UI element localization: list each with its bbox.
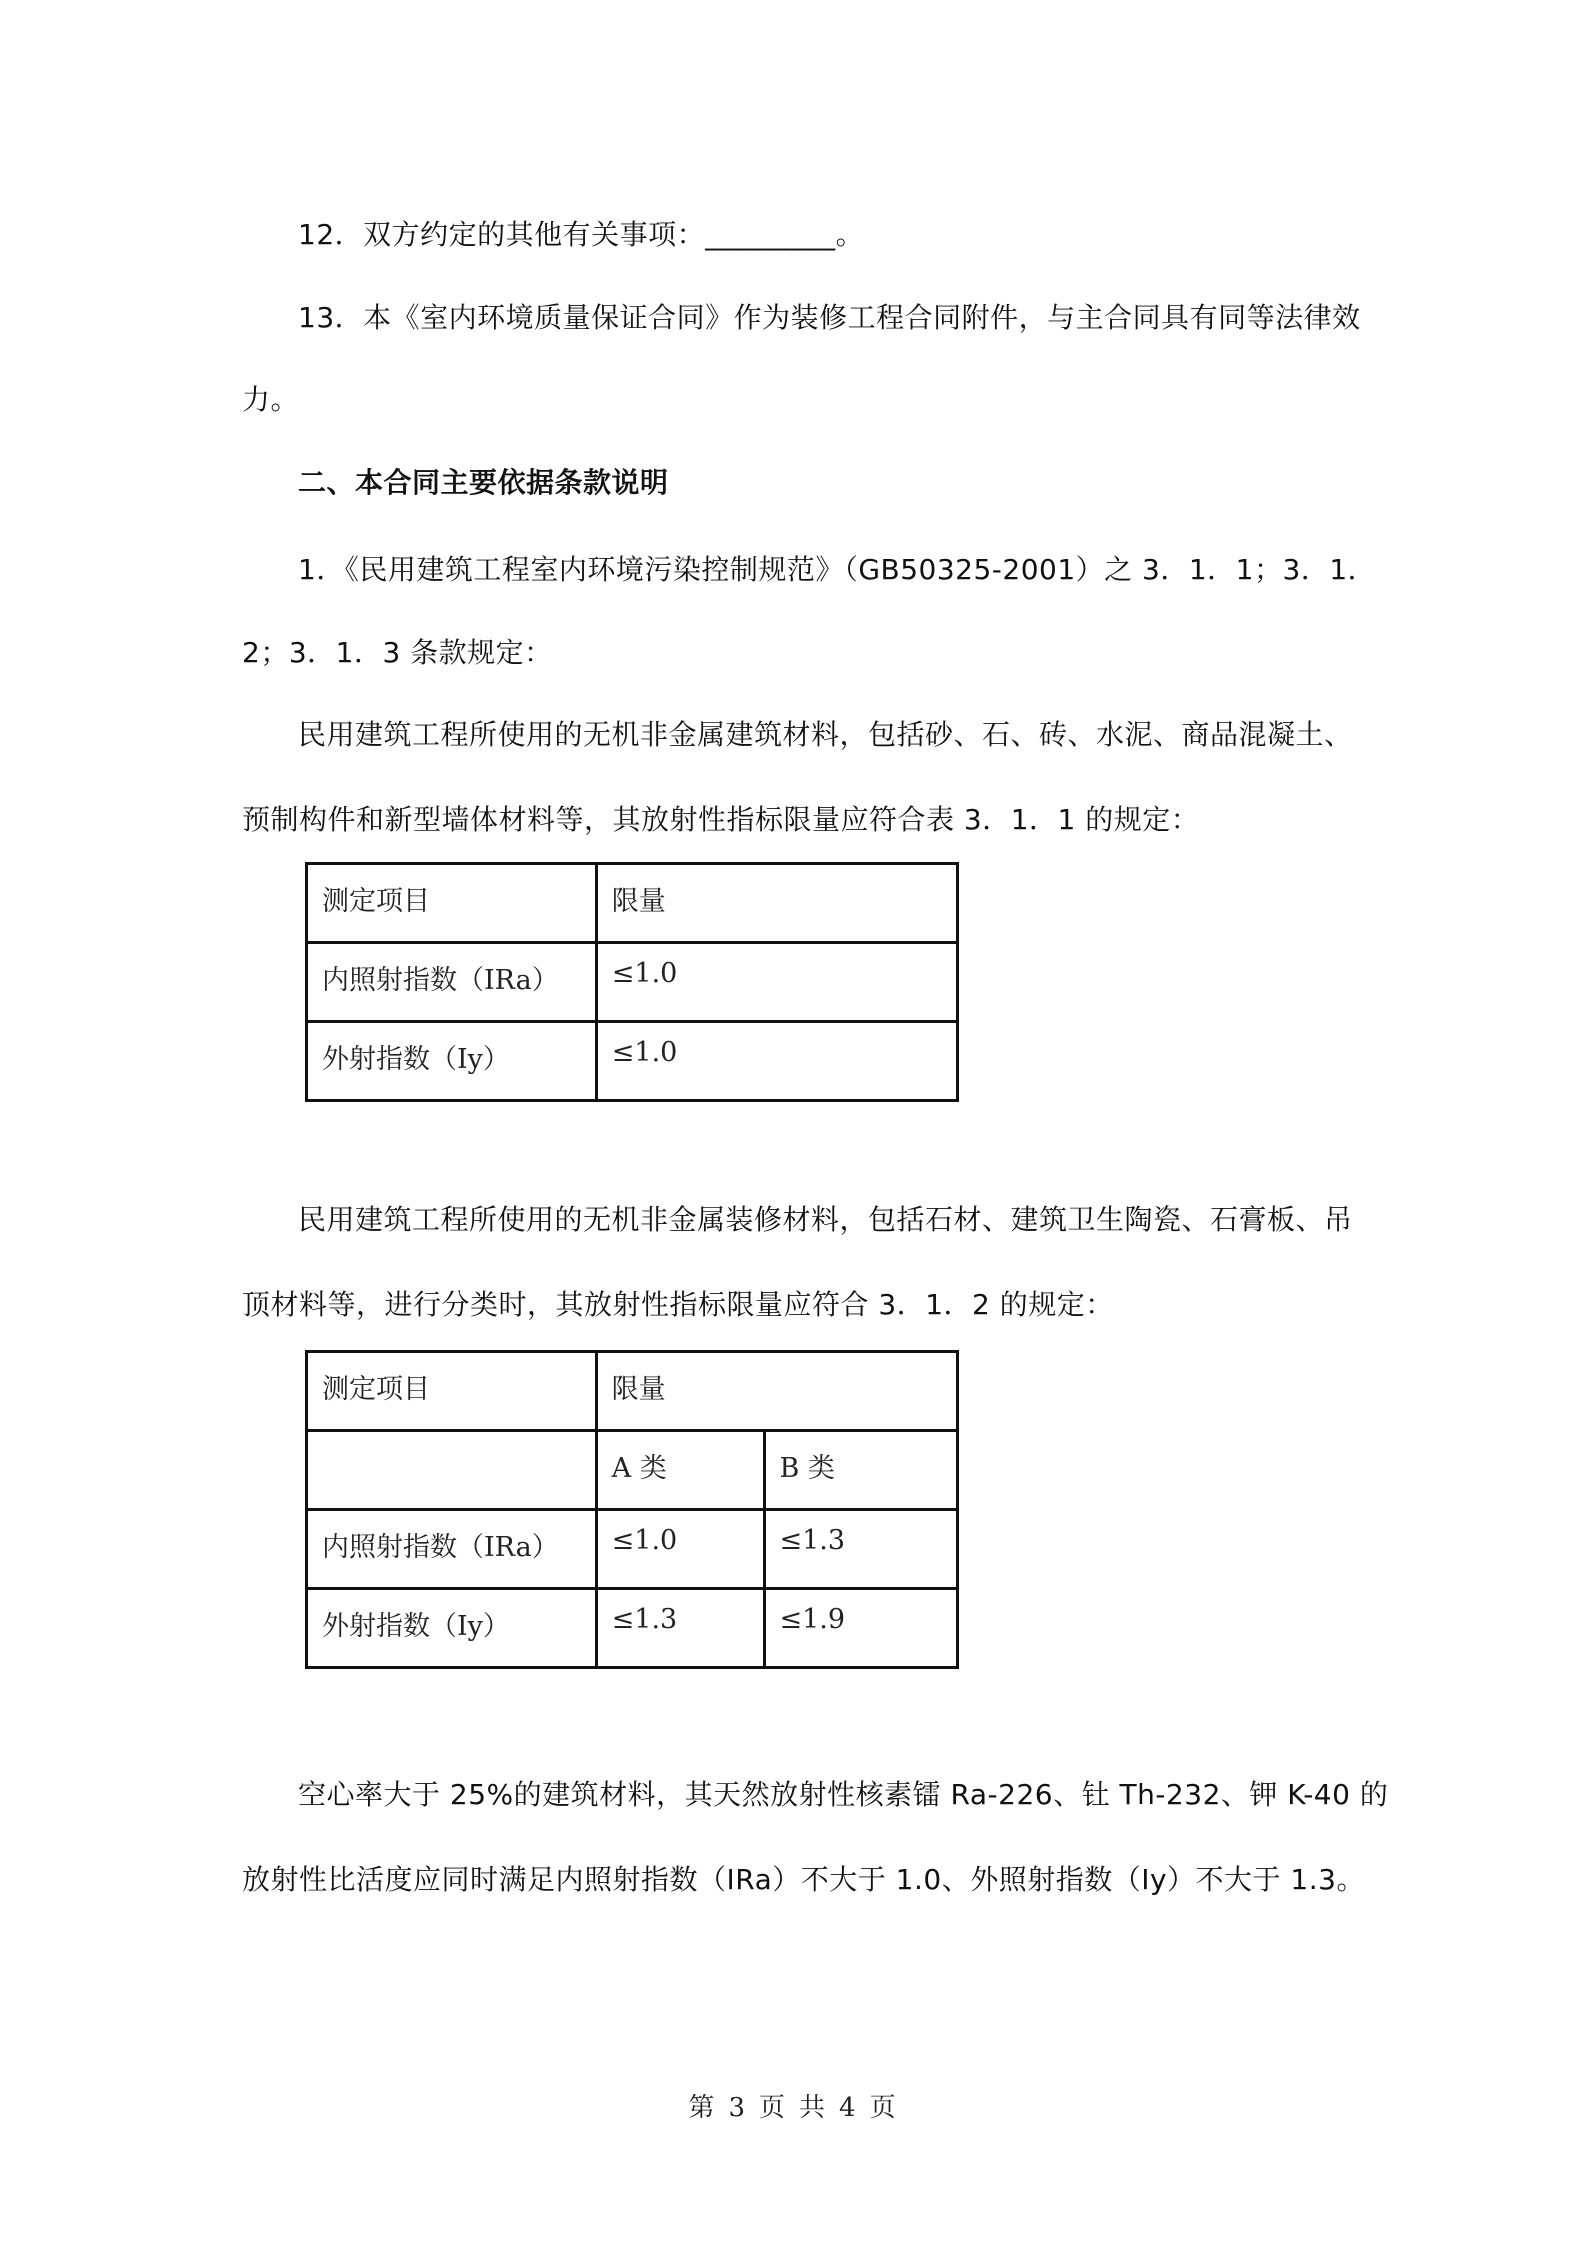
table-3-1-2 <box>305 1350 959 1669</box>
table-row <box>307 943 958 1022</box>
footer-total-pages: 4 <box>839 2093 858 2123</box>
footer-prefix: 第 <box>688 2093 717 2123</box>
paragraph-item-13-line1: 13．本《室内环境质量保证合同》作为装修工程合同附件，与主合同具有同等法律效 <box>298 301 1361 334</box>
table-cell-class-a: ≤1.0 <box>596 1510 764 1589</box>
table-cell-class-a: ≤1.3 <box>596 1589 764 1668</box>
table-cell-class-b: ≤1.3 <box>764 1510 958 1589</box>
footer-suffix: 页 <box>869 2093 898 2123</box>
footer-page-word: 页 <box>758 2093 787 2123</box>
clause-1-line2: 2；3．1．3 条款规定： <box>242 636 553 669</box>
decor-materials-line2: 顶材料等，进行分类时，其放射性指标限量应符合 3．1．2 的规定： <box>242 1288 1114 1321</box>
table-row <box>307 1589 958 1668</box>
header-cell-item: 测定项目 <box>307 864 597 943</box>
inorganic-materials-line2: 预制构件和新型墙体材料等，其放射性指标限量应符合表 3．1．1 的规定： <box>242 803 1200 836</box>
table-header-row <box>307 1352 958 1431</box>
table-cell-limit: ≤1.0 <box>596 943 957 1022</box>
footer-total-word: 共 <box>799 2093 828 2123</box>
table-cell-item: 外射指数（Iy） <box>307 1589 597 1668</box>
header-cell-limit: 限量 <box>596 864 957 943</box>
paragraph-item-13-line2: 力。 <box>242 383 300 416</box>
table-row <box>307 1510 958 1589</box>
table-cell-item: 内照射指数（IRa） <box>307 1510 597 1589</box>
clause-1-line1: 1．《民用建筑工程室内环境污染控制规范》（GB50325-2001）之 3．1．1；3．1． <box>298 553 1377 586</box>
table-cell-item: 内照射指数（IRa） <box>307 943 597 1022</box>
footer-current-page: 3 <box>728 2093 747 2123</box>
decor-materials-line1: 民用建筑工程所使用的无机非金属装修材料，包括石材、建筑卫生陶瓷、石膏板、吊 <box>298 1203 1353 1236</box>
header-cell-item: 测定项目 <box>307 1352 597 1431</box>
subheader-cell-class-b: B 类 <box>764 1431 958 1510</box>
table-subheader-row <box>307 1431 958 1510</box>
inorganic-materials-line1: 民用建筑工程所使用的无机非金属建筑材料，包括砂、石、砖、水泥、商品混凝土、 <box>298 718 1353 751</box>
table-header-row <box>307 864 958 943</box>
hollow-materials-line2: 放射性比活度应同时满足内照射指数（IRa）不大于 1.0、外照射指数（Iy）不大于 1.3。 <box>242 1863 1365 1896</box>
subheader-cell-class-a: A 类 <box>596 1431 764 1510</box>
table-cell-item: 外射指数（Iy） <box>307 1022 597 1101</box>
header-cell-limit: 限量 <box>596 1352 957 1431</box>
subheader-cell-empty <box>307 1431 597 1510</box>
page-footer <box>0 2087 1586 2124</box>
hollow-materials-line1: 空心率大于 25%的建筑材料，其天然放射性核素镭 Ra-226、钍 Th-232、钾 K-40 的 <box>298 1778 1389 1811</box>
section-heading: 二、本合同主要依据条款说明 <box>298 466 669 499</box>
table-cell-limit: ≤1.0 <box>596 1022 957 1101</box>
table-row <box>307 1022 958 1101</box>
paragraph-item-12: 12．双方约定的其他有关事项：_________。 <box>298 218 865 251</box>
table-cell-class-b: ≤1.9 <box>764 1589 958 1668</box>
table-3-1-1 <box>305 862 959 1102</box>
